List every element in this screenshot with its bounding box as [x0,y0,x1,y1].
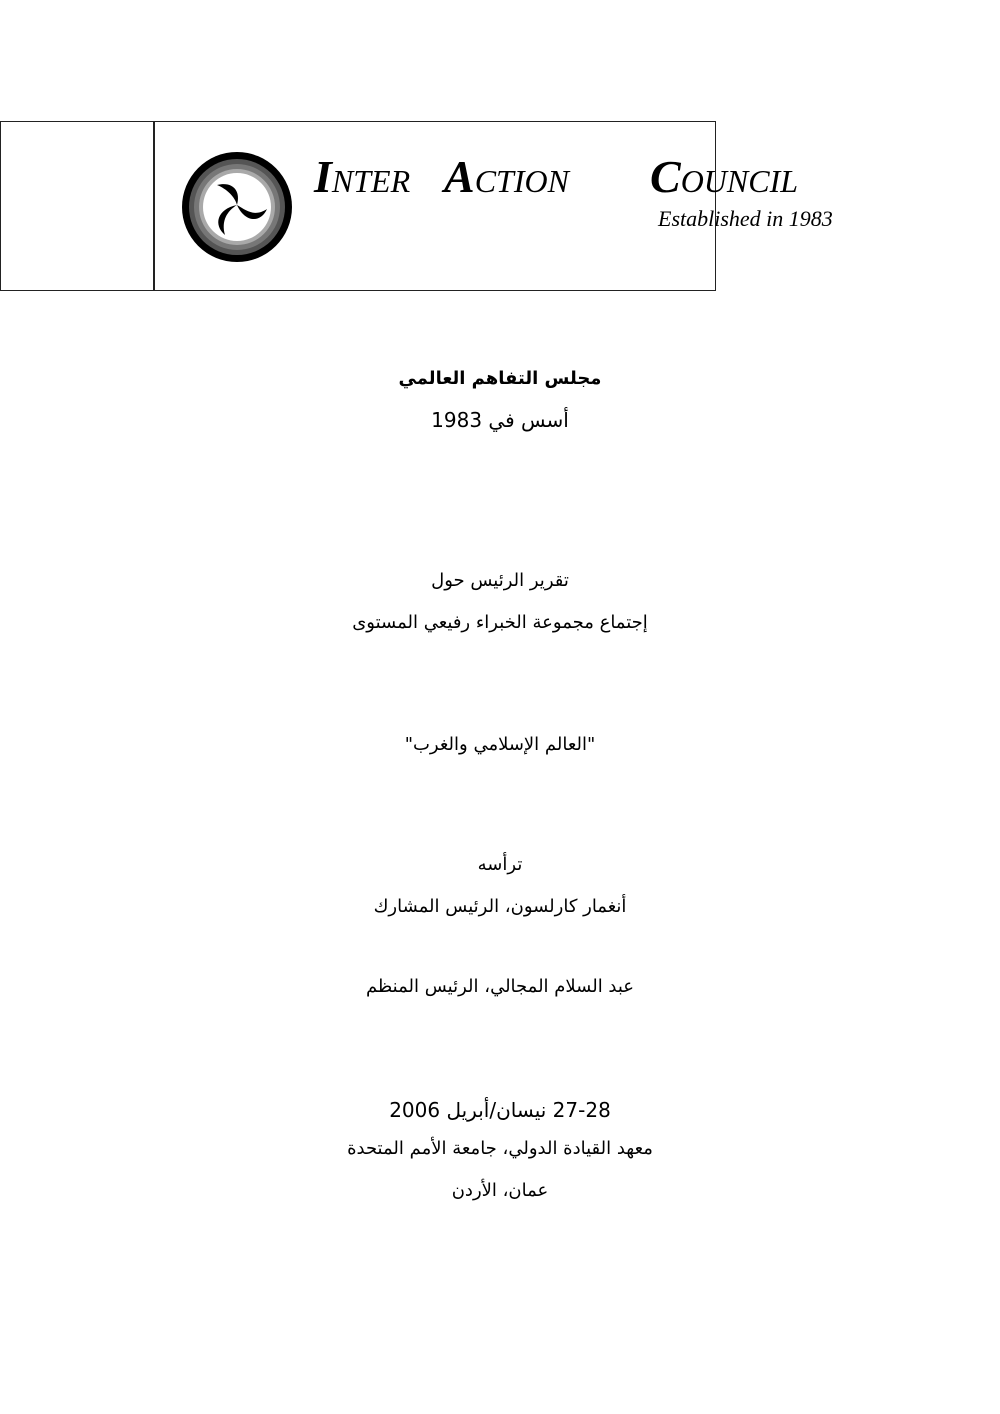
header-divider [153,121,155,291]
report-title-line2: إجتماع مجموعة الخبراء رفيعي المستوى [352,612,648,633]
brand-word-council: COUNCIL [650,151,799,202]
arabic-org-name: مجلس التفاهم العالمي [398,368,602,389]
arabic-founded: أسس في 1983 [431,408,569,432]
chair-1: أنغمار كارلسون، الرئيس المشارك [373,896,627,917]
header-frame [0,121,716,291]
chair-2: عبد السلام المجالي، الرئيس المنظم [365,976,635,997]
triskelion-ring-icon [181,151,293,263]
report-title-line1: تقرير الرئيس حول [431,570,569,591]
chaired-by-heading: ترأسه [477,854,523,875]
brand-word-inter: INTER [314,151,411,202]
brand-word-action: ACTION [444,151,569,202]
event-location: عمان، الأردن [451,1180,549,1201]
event-venue: معهد القيادة الدولي، جامعة الأمم المتحدة [347,1138,653,1159]
event-date: 27-28 نيسان/أبريل 2006 [389,1098,611,1122]
established-tagline: Established in 1983 [658,206,833,231]
report-topic: "العالم الإسلامي والغرب" [404,734,596,755]
